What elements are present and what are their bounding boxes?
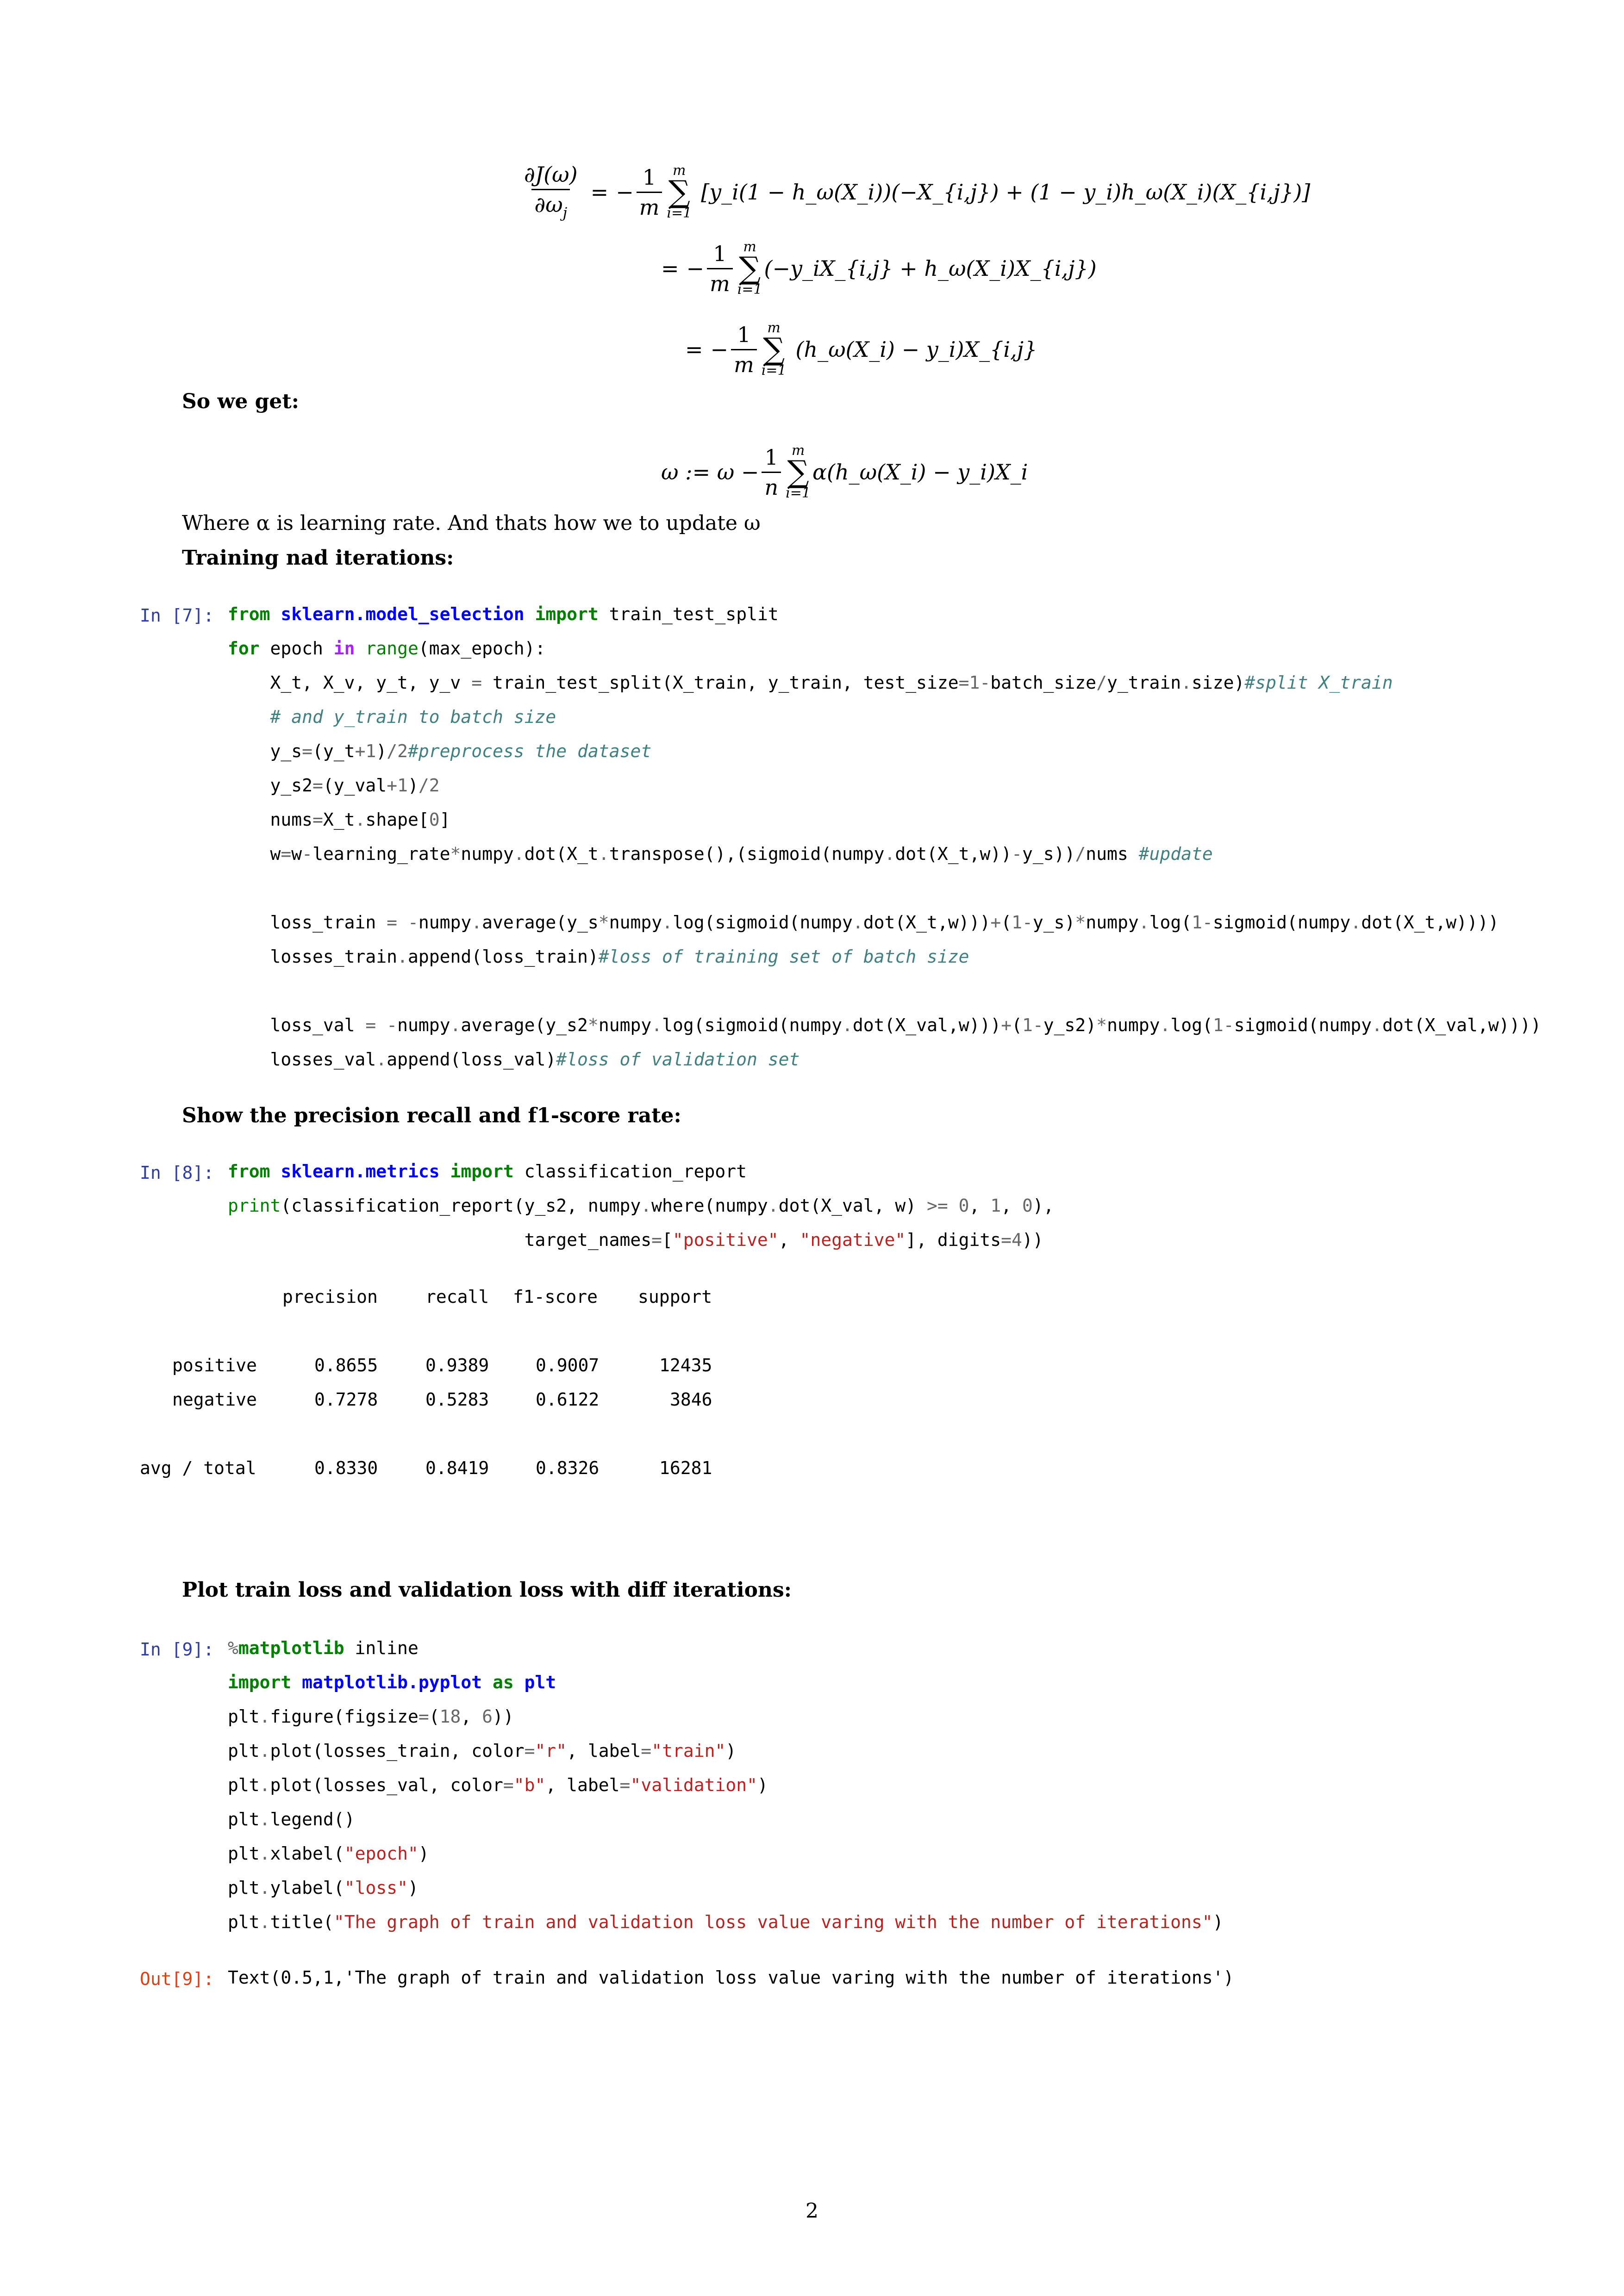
avg-precision: 0.8330 (314, 1458, 378, 1478)
cell-9-output-prompt: Out[9]: (140, 1969, 214, 1989)
cell-9-prompt: In [9]: (140, 1639, 214, 1660)
summand: (h_ω(X_i) − y_i)X_{i,j} (795, 337, 1037, 362)
so-we-get-label: So we get: (182, 390, 299, 413)
negative-precision: 0.7278 (314, 1389, 378, 1410)
summand: (−y_iX_{i,j} + h_ω(X_i)X_{i,j}) (764, 256, 1097, 281)
plot-heading: Plot train loss and validation loss with diff iterations: (182, 1578, 792, 1602)
negative-recall: 0.5283 (425, 1389, 489, 1410)
cell-7-code[interactable]: from sklearn.model_selection import train_test_split for epoch in range(max_epoch): X_t, X_v, y_t, y_v = train_test_split(X_train, y_train, test_size=1-batch_size/y_train.size)#split X_train # and y_train to batch size y_s=(y_t+1)/2#preprocess the dataset y_s2=(y_val+1)/2 nums=X_t.shape[0] w=w-learning_rate*numpy.dot(X_t.transpose(),(sigmoid(numpy.dot(X_t,w))-y_s))/nums #update loss_train = -numpy.average(y_s*numpy.log(sigmoid(numpy.dot(X_t,w)))+(1-y_s)*numpy.log(1-sigmoid(numpy.dot(X_t,w)))) losses_train.append(loss_train)#loss of training set of batch size loss_val = -numpy.average(y_s2*numpy.log(sigmoid(numpy.dot(X_val,w)))+(1-y_s2)*numpy.log(1-sigmoid(numpy.dot(X_val,w)))) losses_val.append(loss_val)#loss of validation set (228, 604, 1542, 1070)
positive-f1: 0.9007 (536, 1355, 600, 1375)
page-number: 2 (806, 2199, 818, 2223)
row-label-avg-total: avg / total (140, 1458, 256, 1478)
cell-9-output: Text(0.5,1,'The graph of train and validation loss value varing with the number of iterations') (228, 1967, 1234, 1988)
summation: m ∑ i=1 (761, 319, 787, 379)
one: 1 (737, 322, 751, 347)
equals-sign: = (590, 180, 609, 205)
header-support: support (638, 1287, 712, 1307)
header-f1-score: f1-score (513, 1287, 598, 1307)
m: m (707, 268, 733, 294)
equals-sign: = (661, 256, 679, 281)
gradient-equation-line-1 (518, 153, 1310, 231)
n: n (762, 472, 781, 498)
negative-f1: 0.6122 (536, 1389, 600, 1410)
precision-heading: Show the precision recall and f1-score rate: (182, 1104, 681, 1127)
row-label-positive: positive (172, 1355, 257, 1375)
m: m (637, 192, 662, 218)
avg-support: 16281 (659, 1458, 712, 1478)
summation: m ∑ i=1 (667, 162, 692, 222)
gradient-equation-line-2 (661, 234, 1097, 303)
one: 1 (764, 444, 778, 470)
gradient-equation-line-3 (685, 315, 1037, 384)
partial-derivative-fraction (521, 164, 581, 220)
minus-sign: − (686, 256, 705, 281)
cell-9-code[interactable]: %matplotlib inline import matplotlib.pyplot as plt plt.figure(figsize=(18, 6)) plt.plot(losses_train, color="r", label="train") plt.plot(losses_val, color="b", label="validation") plt.legend() plt.xlabel("epoch") plt.ylabel("loss") plt.title("The graph of train and validation loss value varing with the number of iterations") (228, 1638, 1224, 1932)
positive-support: 12435 (659, 1355, 712, 1375)
numerator: ∂J(ω) (524, 162, 578, 187)
denominator-subscript: j (562, 205, 568, 221)
minus-sign: − (710, 337, 729, 362)
positive-precision: 0.8655 (314, 1355, 378, 1375)
cell-7-prompt: In [7]: (140, 605, 214, 626)
positive-recall: 0.9389 (425, 1355, 489, 1375)
summation: m ∑ i=1 (737, 238, 762, 298)
one: 1 (642, 164, 656, 190)
equals-sign: = (685, 337, 703, 362)
denominator: ∂ω (534, 192, 563, 217)
negative-support: 3846 (670, 1389, 712, 1410)
avg-f1: 0.8326 (536, 1458, 600, 1478)
summand: [y_i(1 − h_ω(X_i))(−X_{i,j}) + (1 − y_i)h_ω(X_i)(X_{i,j})] (701, 180, 1311, 205)
update-rule-equation (661, 437, 1028, 507)
minus-sign: − (616, 180, 634, 205)
avg-recall: 0.8419 (425, 1458, 489, 1478)
summation: m ∑ i=1 (786, 442, 811, 502)
header-recall: recall (425, 1287, 489, 1307)
cell-8-prompt: In [8]: (140, 1163, 214, 1183)
one: 1 (713, 241, 727, 266)
training-heading: Training nad iterations: (182, 546, 454, 570)
m: m (731, 349, 757, 375)
cell-8-code[interactable]: from sklearn.metrics import classification_report print(classification_report(y_s2, numpy.where(numpy.dot(X_val, w) >= 0, 1, 0), target_names=["positive", "negative"], digits=4)) (228, 1161, 1054, 1250)
alpha-description: Where α is learning rate. And thats how we to update ω (182, 511, 761, 535)
header-precision: precision (282, 1287, 378, 1307)
summand: α(h_ω(X_i) − y_i)X_i (812, 460, 1028, 485)
row-label-negative: negative (172, 1389, 257, 1410)
update-lhs: ω := ω − (661, 460, 759, 485)
